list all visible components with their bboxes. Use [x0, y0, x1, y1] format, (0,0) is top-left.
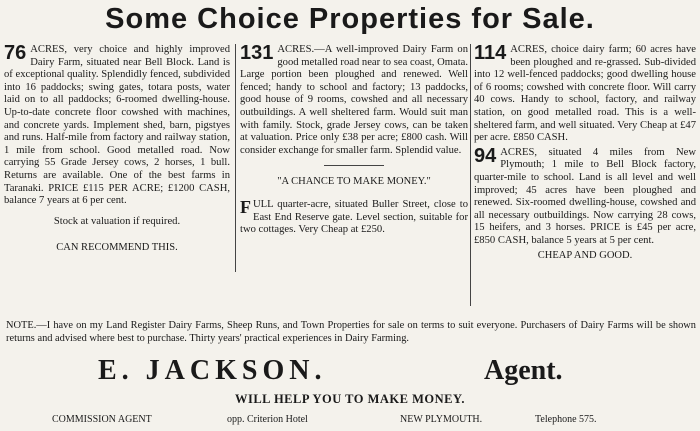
recommend-note: CAN RECOMMEND THIS.: [56, 242, 178, 254]
register-note: NOTE.—I have on my Land Register Dairy Farms, Sheep Runs, and Town Properties for sale on terms to suit everyone. Purchasers of Dairy Farms will be shown returns and advised where best to purchase. Thirty years' practical experiences in Dairy Farming.: [6, 320, 696, 344]
listing-94: [474, 144, 696, 248]
listing-column-2: [240, 44, 468, 239]
footer-title: COMMISSION AGENT: [52, 414, 152, 425]
footer-phone: Telephone 575.: [535, 414, 597, 425]
divider: [324, 165, 384, 166]
agent-role: Agent.: [484, 355, 563, 386]
listing-body: ACRES, choice dairy farm; 60 acres have been ploughed and re-grassed. Sub-divided into 12 well-fenced paddocks; good dwelling house of 6 rooms; cowshed with concrete floor. Will carry 40 cows. Handy to school, factory, and railway station, on good metalled road. This is a well-sheltered farm, and well situated. Very Cheap at £47 per acre. £850 CASH.: [474, 44, 696, 144]
footer-town: NEW PLYMOUTH.: [400, 414, 483, 425]
listing-body: ACRES, situated 4 miles from New Plymouth; 1 mile to Bell Block factory, quarter-mile to school. Land is all level and well improved; 45 acres have been ploughed and renewed. Six-roomed dwelling-house, cowshed and all necessary outbuildings. Now carrying 28 cows, 15 heifers, and 3 horses. PRICE is £45 per acre, £850 CASH, balance 5 years at 5 per cent.: [474, 146, 696, 246]
lot-number: 76: [4, 42, 27, 64]
listing-buller-street: [240, 196, 468, 237]
footer-address: opp. Criterion Hotel: [227, 414, 308, 425]
lot-number: 131: [240, 42, 274, 64]
chance-heading: "A CHANCE TO MAKE MONEY.": [277, 176, 431, 188]
listing-body: ACRES, very choice and highly improved Dairy Farm, situated near Bell Block. Land is of exceptional quality. Splendidly fenced, subdivided into 16 paddocks; swing gates, totara posts, water laid on to all paddocks; 6-roomed dwelling-house. Up-to-date concrete floor cowshed with machines, and concrete yards. Implement shed, barn, pigstyes and runs. Half-mile from factory and railway station, 1 mile from school. Good metalled road. Now carrying 55 Grade Jersey cows, 2 horses, 1 bull. Returns are available. One of the best farms in Taranaki. PRICE £115 PER ACRE; £1200 CASH, balance 7 years at 6 per cent.: [4, 44, 230, 207]
listing-114: [474, 44, 696, 145]
lot-number: 114: [474, 42, 507, 64]
listing-131: [240, 44, 468, 157]
agent-slogan: WILL HELP YOU TO MAKE MONEY.: [234, 392, 465, 406]
cheap-good-tag: CHEAP AND GOOD.: [537, 249, 633, 261]
listing-column-1: [4, 44, 230, 257]
lot-number: 94: [474, 144, 497, 167]
column-divider-1: [235, 44, 236, 272]
listing-76: [4, 44, 230, 208]
agent-name: E. JACKSON.: [98, 355, 327, 386]
listing-body: ACRES.—A well-improved Dairy Farm on good metalled road near to sea coast, Omata. Large portion been ploughed and renewed. Well fenced; handy to school and factory; 13 paddocks, good house of 9 rooms, cowshed and all necessary outbuildings. A well sheltered farm. Would suit man with family. Stock, grade Jersey cows, can be taken at valuation. Price only £38 per acre; £800 cash. Will consider exchange for smaller farm. Splendid value.: [240, 44, 468, 156]
drop-cap: F: [240, 196, 251, 217]
headline: Some Choice Properties for Sale.: [105, 3, 595, 35]
column-divider-2: [470, 44, 471, 306]
listing-body: ULL quarter-acre, situated Buller Street, close to East End Reserve gate. Level section, suitable for two cottages. Very Cheap at £250.: [240, 198, 468, 236]
listing-column-3: [474, 44, 696, 264]
stock-note: Stock at valuation if required.: [53, 215, 181, 227]
